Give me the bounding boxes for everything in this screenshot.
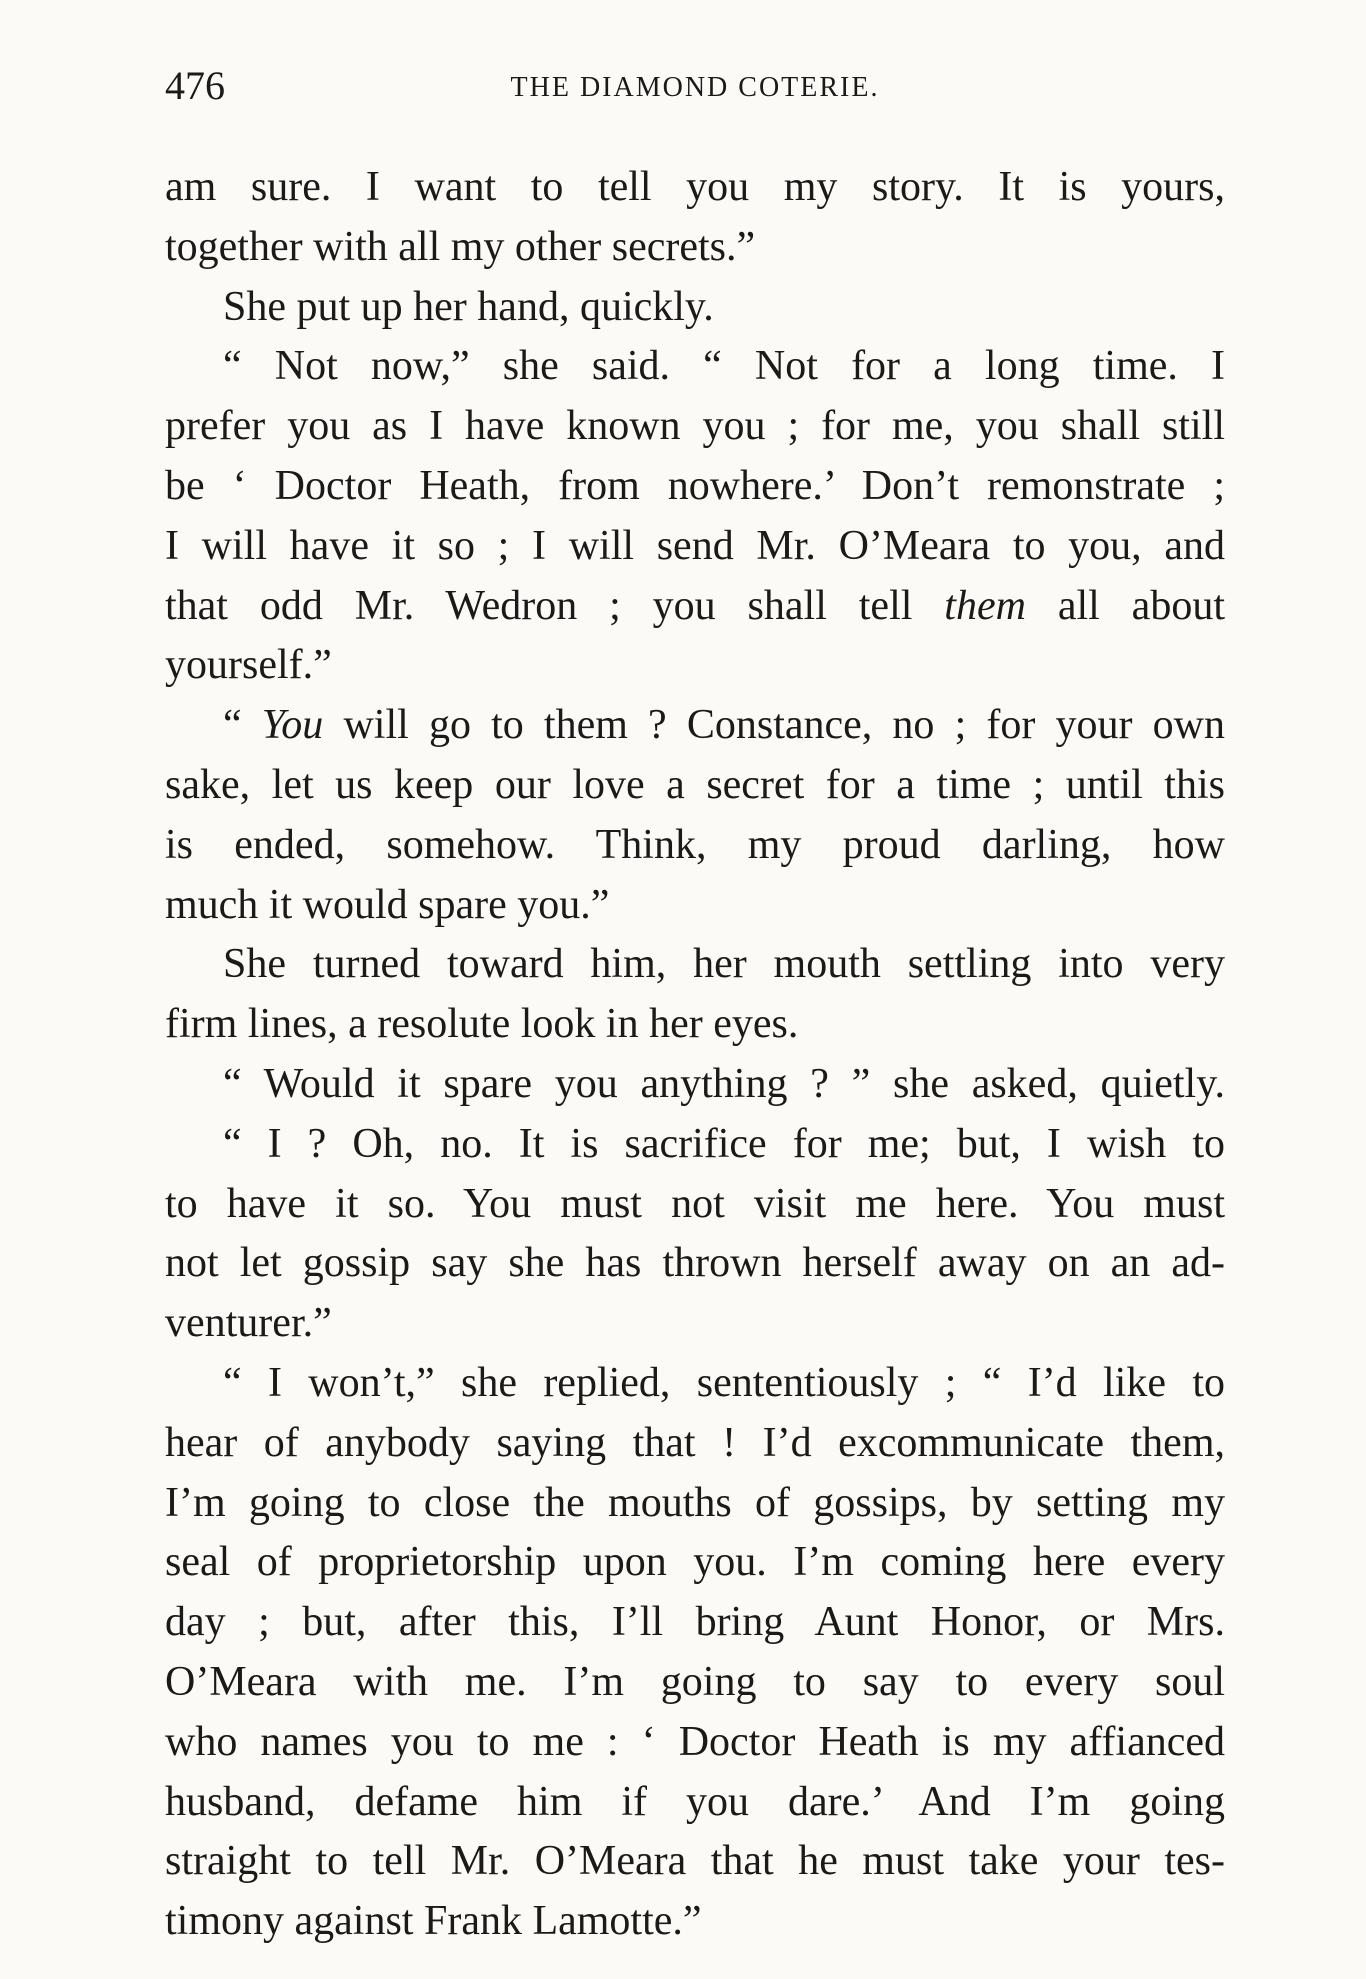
- text-line: who names you to me : ‘ Doctor Heath is my affianced: [165, 1718, 1225, 1765]
- text-line: firm lines, a resolute look in her eyes.: [165, 1001, 799, 1048]
- text-line: yourself.”: [165, 642, 332, 689]
- text-line: hear of anybody saying that ! I’d excommunicate them,: [165, 1419, 1225, 1466]
- text-span: will go to them ? Constance, no ; for your own: [323, 702, 1225, 749]
- text-line: venturer.”: [165, 1300, 332, 1347]
- text-line: sake, let us keep our love a secret for a time ; until this: [165, 761, 1225, 808]
- text-line: much it would spare you.”: [165, 881, 610, 928]
- text-span: that odd Mr. Wedron ; you shall tell: [165, 582, 945, 629]
- text-line: day ; but, after this, I’ll bring Aunt Honor, or Mrs.: [165, 1599, 1225, 1646]
- italic-text: You: [261, 702, 324, 749]
- text-line: “ Not now,” she said. “ Not for a long time. I: [223, 343, 1225, 390]
- text-line: husband, defame him if you dare.’ And I’m going: [165, 1778, 1225, 1825]
- text-line: “ I won’t,” she replied, sententiously ; “ I’d like to: [223, 1359, 1225, 1406]
- text-line: straight to tell Mr. O’Meara that he must take your tes-: [165, 1838, 1225, 1885]
- body-text: [165, 158, 1225, 1952]
- text-line: am sure. I want to tell you my story. It is yours,: [165, 164, 1225, 210]
- text-line: O’Meara with me. I’m going to say to every soul: [165, 1658, 1225, 1705]
- text-line: “ I ? Oh, no. It is sacrifice for me; but, I wish to: [223, 1120, 1225, 1167]
- text-line: to have it so. You must not visit me here. You must: [165, 1180, 1225, 1227]
- page-number: 476: [165, 63, 225, 108]
- text-line: prefer you as I have known you ; for me, you shall still: [165, 403, 1225, 450]
- text-line: She put up her hand, quickly.: [223, 283, 714, 330]
- text-line: “ Would it spare you anything ? ” she asked, quietly.: [223, 1060, 1225, 1107]
- text-span: “: [223, 702, 262, 749]
- text-line: not let gossip say she has thrown herself away on an ad-: [165, 1240, 1225, 1287]
- text-line: I’m going to close the mouths of gossips, by setting my: [165, 1479, 1225, 1526]
- text-line: She turned toward him, her mouth settling into very: [223, 941, 1225, 988]
- text-line: be ‘ Doctor Heath, from nowhere.’ Don’t remonstrate ;: [165, 462, 1225, 509]
- page-header: [165, 62, 1225, 122]
- text-line: seal of proprietorship upon you. I’m coming here every: [165, 1539, 1225, 1586]
- text-line: together with all my other secrets.”: [165, 223, 756, 270]
- text-line: [165, 696, 1225, 756]
- text-line: I will have it so ; I will send Mr. O’Meara to you, and: [165, 522, 1225, 569]
- running-head: THE DIAMOND COTERIE.: [510, 72, 880, 103]
- text-line: is ended, somehow. Think, my proud darling, how: [165, 821, 1225, 868]
- text-line: [165, 577, 1225, 637]
- text-span: all about: [1025, 582, 1225, 629]
- text-line: timony against Frank Lamotte.”: [165, 1898, 702, 1945]
- italic-text: them: [944, 582, 1026, 629]
